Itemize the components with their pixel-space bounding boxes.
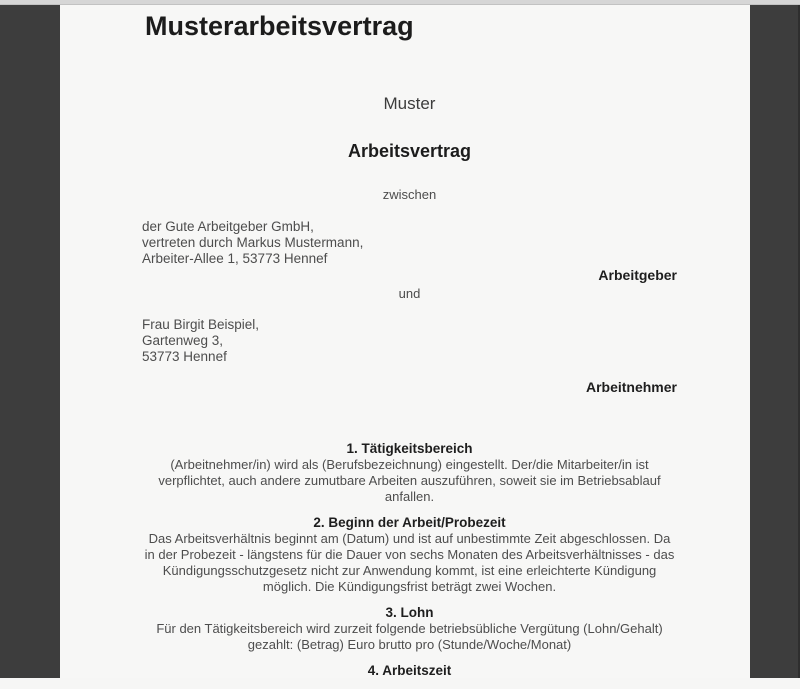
section-heading: 2. Beginn der Arbeit/Probezeit — [313, 515, 506, 530]
window-top-border — [0, 0, 800, 5]
employer-address-line: Arbeiter-Allee 1, 53773 Hennef — [142, 251, 328, 266]
section-text-line: anfallen. — [384, 489, 435, 504]
section-heading: 3. Lohn — [385, 605, 434, 620]
section-text-line: in der Probezeit - längstens für die Dauer von sechs Monaten des Arbeitsverhältnisses - das — [144, 547, 675, 562]
contract-section-2 — [142, 515, 677, 595]
section-text-line: gezahlt: (Betrag) Euro brutto pro (Stunde/Woche/Monat) — [247, 637, 572, 652]
contract-section-1 — [142, 441, 677, 505]
document-title: Musterarbeitsvertrag — [145, 11, 414, 41]
contract-sections — [142, 441, 677, 689]
employer-address-line: der Gute Arbeitgeber GmbH, — [142, 219, 314, 234]
employer-role-label: Arbeitgeber — [598, 267, 677, 283]
and-label: und — [398, 286, 421, 301]
employer-address-line: vertreten durch Markus Mustermann, — [142, 235, 364, 250]
employee-address-line: Frau Birgit Beispiel, — [142, 317, 260, 332]
section-text-line: verpflichtet, auch andere zumutbare Arbeiten auszuführen, soweit sie im Betriebsablauf — [158, 473, 661, 488]
employee-address-line: 53773 Hennef — [142, 349, 227, 364]
document-subtitle-muster: Muster — [383, 94, 436, 113]
section-text-line: (Arbeitnehmer/in) wird als (Berufsbezeichnung) eingestellt. Der/die Mitarbeiter/in ist — [170, 457, 649, 472]
section-text-line: Für den Tätigkeitsbereich wird zurzeit folgende betriebsübliche Vergütung (Lohn/Gehalt) — [156, 621, 663, 636]
section-text-line: Kündigungsschutzgesetz nicht zur Anwendung kommt, ist eine erleichterte Kündigung — [162, 563, 657, 578]
employee-address-block — [142, 317, 677, 365]
section-text-line: Das Arbeitsverhältnis beginnt am (Datum) und ist auf unbestimmte Zeit abgeschlossen. Da — [148, 531, 671, 546]
section-text-line: möglich. Die Kündigungsfrist beträgt zwei Wochen. — [262, 579, 557, 594]
document-subtitle-arbeitsvertrag: Arbeitsvertrag — [347, 141, 472, 161]
between-label: zwischen — [382, 187, 437, 202]
employer-address-block — [142, 219, 677, 267]
section-heading: 1. Tätigkeitsbereich — [346, 441, 473, 456]
contract-section-3 — [142, 605, 677, 653]
employee-address-line: Gartenweg 3, — [142, 333, 224, 348]
section-heading: 4. Arbeitszeit — [367, 663, 452, 678]
contract-section-4 — [142, 663, 677, 679]
left-margin-panel — [0, 4, 60, 678]
employee-role-label: Arbeitnehmer — [585, 379, 677, 395]
right-margin-panel — [750, 4, 800, 678]
